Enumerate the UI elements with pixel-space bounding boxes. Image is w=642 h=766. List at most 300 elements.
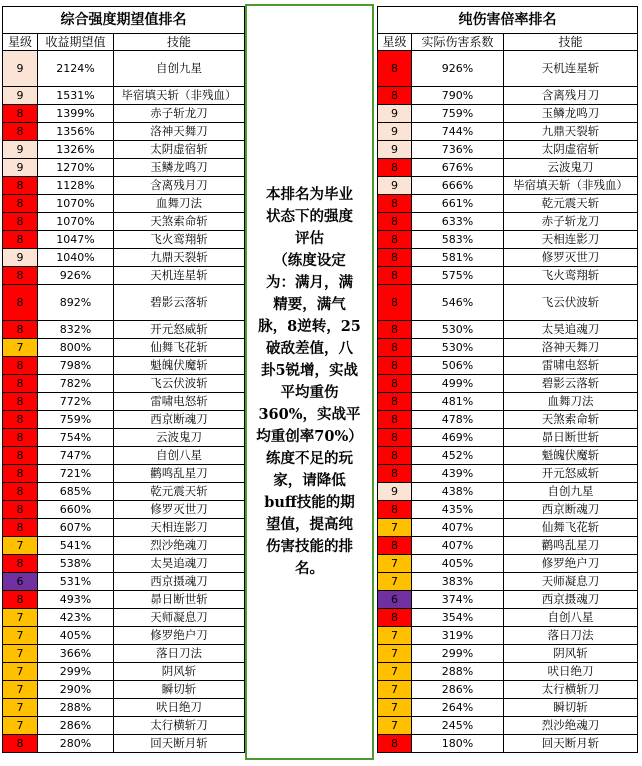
- star-cell: 8: [378, 735, 412, 753]
- skill-cell: 玉鳞龙鸣刀: [114, 159, 245, 177]
- value-cell: 469%: [412, 429, 504, 447]
- skill-cell: 天师凝息刀: [114, 609, 245, 627]
- table-row: [378, 699, 638, 717]
- star-cell: 9: [3, 249, 38, 267]
- table-row: [3, 195, 245, 213]
- table-row: [378, 249, 638, 267]
- skill-cell: 自创八星: [114, 447, 245, 465]
- star-cell: 8: [3, 501, 38, 519]
- skill-cell: 九鼎天裂斩: [114, 249, 245, 267]
- skill-cell: 修罗绝户刀: [504, 555, 638, 573]
- star-cell: 9: [378, 105, 412, 123]
- skill-cell: 赤子斩龙刀: [504, 213, 638, 231]
- table-row: [378, 645, 638, 663]
- value-cell: 288%: [38, 699, 114, 717]
- table-row: [378, 123, 638, 141]
- value-cell: 530%: [412, 321, 504, 339]
- value-cell: 581%: [412, 249, 504, 267]
- star-cell: 8: [378, 465, 412, 483]
- value-cell: 499%: [412, 375, 504, 393]
- table-row: [3, 159, 245, 177]
- star-cell: 8: [378, 609, 412, 627]
- table-row: [378, 627, 638, 645]
- value-cell: 676%: [412, 159, 504, 177]
- skill-cell: 乾元震天斩: [114, 483, 245, 501]
- skill-cell: 血舞刀法: [114, 195, 245, 213]
- skill-cell: 自创九星: [114, 51, 245, 87]
- skill-cell: 飞云伏波斩: [114, 375, 245, 393]
- left-header-row: [3, 34, 245, 51]
- value-cell: 800%: [38, 339, 114, 357]
- skill-cell: 天煞索命斩: [504, 411, 638, 429]
- star-cell: 7: [3, 681, 38, 699]
- value-cell: 366%: [38, 645, 114, 663]
- value-cell: 374%: [412, 591, 504, 609]
- center-note-box: [245, 4, 374, 760]
- value-cell: 286%: [412, 681, 504, 699]
- skill-cell: 太阴虚宿斩: [114, 141, 245, 159]
- skill-cell: 魁魄伏魔斩: [504, 447, 638, 465]
- value-cell: 660%: [38, 501, 114, 519]
- table-row: [3, 447, 245, 465]
- star-cell: 9: [3, 159, 38, 177]
- value-cell: 245%: [412, 717, 504, 735]
- skill-cell: 洛神天舞刀: [504, 339, 638, 357]
- skill-cell: 修罗灭世刀: [114, 501, 245, 519]
- table-row: [3, 141, 245, 159]
- star-cell: 7: [3, 645, 38, 663]
- star-cell: 7: [378, 555, 412, 573]
- skill-cell: 飞云伏波斩: [504, 285, 638, 321]
- table-row: [3, 321, 245, 339]
- star-cell: 8: [378, 393, 412, 411]
- skill-cell: 含离残月刀: [114, 177, 245, 195]
- value-cell: 575%: [412, 267, 504, 285]
- skill-cell: 昴日断世斩: [504, 429, 638, 447]
- table-row: [378, 105, 638, 123]
- star-cell: 7: [378, 663, 412, 681]
- value-cell: 583%: [412, 231, 504, 249]
- skill-cell: 碧影云落斩: [504, 375, 638, 393]
- value-cell: 798%: [38, 357, 114, 375]
- skill-cell: 太昊追魂刀: [504, 321, 638, 339]
- skill-cell: 云波鬼刀: [504, 159, 638, 177]
- value-cell: 319%: [412, 627, 504, 645]
- skill-cell: 碧影云落斩: [114, 285, 245, 321]
- table-row: [378, 717, 638, 735]
- skill-cell: 太行横斩刀: [114, 717, 245, 735]
- value-cell: 538%: [38, 555, 114, 573]
- table-row: [3, 339, 245, 357]
- table-row: [3, 375, 245, 393]
- skill-cell: 开元怒威斩: [114, 321, 245, 339]
- value-cell: 407%: [412, 537, 504, 555]
- star-cell: 8: [378, 249, 412, 267]
- skill-cell: 雷啸电怒斩: [114, 393, 245, 411]
- skill-cell: 瞬切斩: [504, 699, 638, 717]
- right-ranking-table: [377, 33, 638, 753]
- star-cell: 9: [3, 87, 38, 105]
- left-ranking-table: [2, 33, 245, 753]
- value-cell: 1356%: [38, 123, 114, 141]
- value-cell: 782%: [38, 375, 114, 393]
- table-row: [378, 51, 638, 87]
- value-cell: 1070%: [38, 195, 114, 213]
- skill-cell: 西京断魂刀: [504, 501, 638, 519]
- table-row: [378, 177, 638, 195]
- star-cell: 8: [3, 555, 38, 573]
- table-row: [3, 519, 245, 537]
- star-cell: 7: [3, 609, 38, 627]
- skill-cell: 昴日断世斩: [114, 591, 245, 609]
- table-row: [378, 393, 638, 411]
- star-cell: 7: [3, 627, 38, 645]
- value-cell: 481%: [412, 393, 504, 411]
- star-cell: 8: [3, 429, 38, 447]
- table-row: [378, 429, 638, 447]
- star-cell: 9: [3, 141, 38, 159]
- skill-cell: 雷啸电怒斩: [504, 357, 638, 375]
- star-cell: 8: [3, 123, 38, 141]
- value-cell: 439%: [412, 465, 504, 483]
- skill-cell: 魁魄伏魔斩: [114, 357, 245, 375]
- star-cell: 8: [378, 51, 412, 87]
- star-cell: 9: [378, 141, 412, 159]
- star-cell: 7: [3, 339, 38, 357]
- value-cell: 290%: [38, 681, 114, 699]
- star-cell: 8: [3, 105, 38, 123]
- value-cell: 736%: [412, 141, 504, 159]
- star-cell: 8: [3, 519, 38, 537]
- table-row: [378, 681, 638, 699]
- value-cell: 744%: [412, 123, 504, 141]
- star-cell: 8: [378, 321, 412, 339]
- star-cell: 8: [378, 213, 412, 231]
- table-row: [3, 105, 245, 123]
- star-cell: 8: [3, 393, 38, 411]
- value-cell: 1399%: [38, 105, 114, 123]
- table-row: [3, 429, 245, 447]
- skill-cell: 西京摄魂刀: [114, 573, 245, 591]
- star-cell: 8: [378, 447, 412, 465]
- right-ranking-panel: [377, 6, 638, 753]
- value-cell: 747%: [38, 447, 114, 465]
- table-row: [3, 267, 245, 285]
- star-cell: 9: [378, 177, 412, 195]
- table-row: [3, 213, 245, 231]
- table-row: [378, 609, 638, 627]
- skill-cell: 吠日绝刀: [114, 699, 245, 717]
- value-cell: 2124%: [38, 51, 114, 87]
- value-cell: 1040%: [38, 249, 114, 267]
- value-cell: 661%: [412, 195, 504, 213]
- value-cell: 1531%: [38, 87, 114, 105]
- skill-cell: 西京摄魂刀: [504, 591, 638, 609]
- value-cell: 772%: [38, 393, 114, 411]
- table-row: [3, 627, 245, 645]
- value-cell: 405%: [412, 555, 504, 573]
- star-cell: 8: [378, 339, 412, 357]
- table-row: [3, 717, 245, 735]
- star-cell: 8: [3, 231, 38, 249]
- value-cell: 759%: [412, 105, 504, 123]
- table-row: [378, 231, 638, 249]
- right-header-star: 星级: [378, 34, 412, 51]
- table-row: [3, 501, 245, 519]
- skill-cell: 毕宿填天斩（非残血）: [114, 87, 245, 105]
- value-cell: 1047%: [38, 231, 114, 249]
- skill-cell: 飞火鸾翔斩: [504, 267, 638, 285]
- table-row: [3, 699, 245, 717]
- table-row: [378, 267, 638, 285]
- left-header-value: 收益期望值: [38, 34, 114, 51]
- star-cell: 8: [3, 321, 38, 339]
- star-cell: 8: [378, 429, 412, 447]
- table-row: [378, 213, 638, 231]
- skill-cell: 天机连星斩: [114, 267, 245, 285]
- table-row: [378, 501, 638, 519]
- table-row: [378, 339, 638, 357]
- table-row: [3, 231, 245, 249]
- star-cell: 8: [3, 465, 38, 483]
- table-row: [378, 321, 638, 339]
- star-cell: 8: [3, 213, 38, 231]
- value-cell: 438%: [412, 483, 504, 501]
- table-row: [3, 609, 245, 627]
- value-cell: 180%: [412, 735, 504, 753]
- skill-cell: 太阴虚宿斩: [504, 141, 638, 159]
- table-row: [378, 411, 638, 429]
- value-cell: 541%: [38, 537, 114, 555]
- table-row: [378, 141, 638, 159]
- table-row: [378, 87, 638, 105]
- skill-cell: 回天断月斩: [504, 735, 638, 753]
- value-cell: 1128%: [38, 177, 114, 195]
- left-header-skill: 技能: [114, 34, 245, 51]
- value-cell: 407%: [412, 519, 504, 537]
- table-row: [3, 357, 245, 375]
- skill-cell: 自创八星: [504, 609, 638, 627]
- value-cell: 383%: [412, 573, 504, 591]
- value-cell: 506%: [412, 357, 504, 375]
- value-cell: 435%: [412, 501, 504, 519]
- table-row: [3, 555, 245, 573]
- skill-cell: 太昊追魂刀: [114, 555, 245, 573]
- value-cell: 546%: [412, 285, 504, 321]
- star-cell: 7: [378, 573, 412, 591]
- skill-cell: 鹳鸣乱星刀: [504, 537, 638, 555]
- star-cell: 7: [3, 717, 38, 735]
- value-cell: 354%: [412, 609, 504, 627]
- value-cell: 530%: [412, 339, 504, 357]
- value-cell: 685%: [38, 483, 114, 501]
- skill-cell: 乾元震天斩: [504, 195, 638, 213]
- right-table-title: 纯伤害倍率排名: [377, 6, 638, 33]
- value-cell: 280%: [38, 735, 114, 753]
- star-cell: 8: [3, 267, 38, 285]
- skill-cell: 天相连影刀: [114, 519, 245, 537]
- table-row: [378, 663, 638, 681]
- table-row: [3, 393, 245, 411]
- table-row: [378, 555, 638, 573]
- table-row: [378, 573, 638, 591]
- table-row: [378, 735, 638, 753]
- table-row: [3, 123, 245, 141]
- star-cell: 8: [3, 357, 38, 375]
- skill-cell: 烈沙绝魂刀: [114, 537, 245, 555]
- skill-cell: 天机连星斩: [504, 51, 638, 87]
- star-cell: 8: [378, 159, 412, 177]
- star-cell: 8: [3, 483, 38, 501]
- right-header-value: 实际伤害系数: [412, 34, 504, 51]
- skill-cell: 修罗绝户刀: [114, 627, 245, 645]
- value-cell: 1070%: [38, 213, 114, 231]
- skill-cell: 吠日绝刀: [504, 663, 638, 681]
- value-cell: 299%: [412, 645, 504, 663]
- star-cell: 7: [3, 537, 38, 555]
- left-table-body: [3, 51, 245, 753]
- value-cell: 452%: [412, 447, 504, 465]
- table-row: [3, 51, 245, 87]
- skill-cell: 仙舞飞花斩: [114, 339, 245, 357]
- star-cell: 8: [3, 591, 38, 609]
- skill-cell: 玉鳞龙鸣刀: [504, 105, 638, 123]
- skill-cell: 开元怒威斩: [504, 465, 638, 483]
- star-cell: 7: [378, 519, 412, 537]
- skill-cell: 飞火鸾翔斩: [114, 231, 245, 249]
- value-cell: 531%: [38, 573, 114, 591]
- star-cell: 8: [3, 447, 38, 465]
- value-cell: 666%: [412, 177, 504, 195]
- value-cell: 286%: [38, 717, 114, 735]
- star-cell: 6: [3, 573, 38, 591]
- skill-cell: 太行横斩刀: [504, 681, 638, 699]
- value-cell: 926%: [38, 267, 114, 285]
- table-row: [3, 87, 245, 105]
- skill-cell: 瞬切斩: [114, 681, 245, 699]
- skill-cell: 天师凝息刀: [504, 573, 638, 591]
- left-header-star: 星级: [3, 34, 38, 51]
- star-cell: 7: [378, 627, 412, 645]
- table-row: [378, 483, 638, 501]
- value-cell: 478%: [412, 411, 504, 429]
- right-header-skill: 技能: [504, 34, 638, 51]
- value-cell: 759%: [38, 411, 114, 429]
- value-cell: 790%: [412, 87, 504, 105]
- star-cell: 7: [378, 717, 412, 735]
- table-row: [3, 645, 245, 663]
- skill-cell: 回天断月斩: [114, 735, 245, 753]
- skill-cell: 落日刀法: [114, 645, 245, 663]
- value-cell: 721%: [38, 465, 114, 483]
- value-cell: 1326%: [38, 141, 114, 159]
- skill-cell: 阴风斩: [504, 645, 638, 663]
- value-cell: 493%: [38, 591, 114, 609]
- value-cell: 926%: [412, 51, 504, 87]
- star-cell: 8: [3, 375, 38, 393]
- skill-cell: 洛神天舞刀: [114, 123, 245, 141]
- table-row: [3, 285, 245, 321]
- skill-cell: 赤子斩龙刀: [114, 105, 245, 123]
- table-row: [378, 357, 638, 375]
- star-cell: 8: [378, 231, 412, 249]
- star-cell: 8: [378, 357, 412, 375]
- star-cell: 7: [3, 663, 38, 681]
- value-cell: 1270%: [38, 159, 114, 177]
- skill-cell: 血舞刀法: [504, 393, 638, 411]
- table-row: [378, 375, 638, 393]
- skill-cell: 落日刀法: [504, 627, 638, 645]
- table-row: [3, 537, 245, 555]
- star-cell: 8: [3, 285, 38, 321]
- table-row: [3, 177, 245, 195]
- star-cell: 7: [378, 681, 412, 699]
- ranking-note-text: 本排名为毕业 状态下的强度 评估 （练度设定 为：满月，满 精要，满气 脉，8逆转，25 破敌差值，八 卦5锐增，实战 平均重伤 360%，实战平 均重创率70%） 练度不足的玩 家，请降低 buff技能的期 望值，提高纯 伤害技能的排 名。: [256, 186, 363, 577]
- star-cell: 8: [378, 411, 412, 429]
- star-cell: 8: [378, 87, 412, 105]
- table-row: [3, 663, 245, 681]
- skill-cell: 西京断魂刀: [114, 411, 245, 429]
- skill-cell: 鹳鸣乱星刀: [114, 465, 245, 483]
- table-row: [3, 249, 245, 267]
- left-ranking-panel: [2, 6, 245, 753]
- value-cell: 607%: [38, 519, 114, 537]
- value-cell: 633%: [412, 213, 504, 231]
- skill-cell: 云波鬼刀: [114, 429, 245, 447]
- table-row: [378, 195, 638, 213]
- star-cell: 8: [3, 735, 38, 753]
- skill-cell: 阴风斩: [114, 663, 245, 681]
- star-cell: 8: [378, 285, 412, 321]
- table-row: [378, 159, 638, 177]
- skill-cell: 九鼎天裂斩: [504, 123, 638, 141]
- value-cell: 288%: [412, 663, 504, 681]
- skill-cell: 天煞索命斩: [114, 213, 245, 231]
- left-table-title: 综合强度期望值排名: [2, 6, 245, 33]
- skill-cell: 修罗灭世刀: [504, 249, 638, 267]
- value-cell: 832%: [38, 321, 114, 339]
- table-row: [3, 465, 245, 483]
- star-cell: 7: [378, 645, 412, 663]
- table-row: [378, 285, 638, 321]
- star-cell: 8: [378, 375, 412, 393]
- value-cell: 423%: [38, 609, 114, 627]
- table-row: [3, 573, 245, 591]
- table-row: [378, 591, 638, 609]
- star-cell: 8: [3, 195, 38, 213]
- table-row: [3, 681, 245, 699]
- value-cell: 264%: [412, 699, 504, 717]
- skill-cell: 仙舞飞花斩: [504, 519, 638, 537]
- skill-cell: 自创九星: [504, 483, 638, 501]
- star-cell: 8: [3, 411, 38, 429]
- star-cell: 8: [378, 195, 412, 213]
- star-cell: 7: [3, 699, 38, 717]
- star-cell: 9: [378, 483, 412, 501]
- table-row: [3, 483, 245, 501]
- value-cell: 754%: [38, 429, 114, 447]
- star-cell: 8: [378, 501, 412, 519]
- star-cell: 9: [378, 123, 412, 141]
- star-cell: 9: [3, 51, 38, 87]
- table-row: [3, 411, 245, 429]
- skill-cell: 烈沙绝魂刀: [504, 717, 638, 735]
- star-cell: 8: [378, 267, 412, 285]
- star-cell: 8: [378, 537, 412, 555]
- skill-cell: 含离残月刀: [504, 87, 638, 105]
- table-row: [378, 447, 638, 465]
- value-cell: 892%: [38, 285, 114, 321]
